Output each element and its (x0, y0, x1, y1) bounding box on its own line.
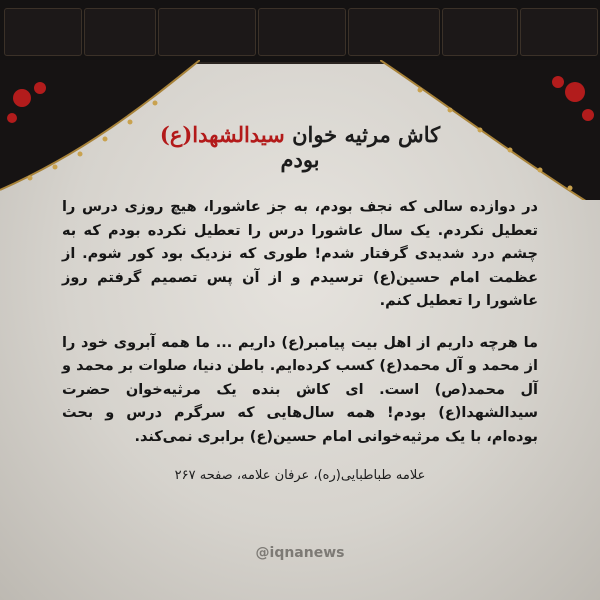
page-title (150, 122, 450, 172)
banner-panel (258, 8, 346, 56)
title-text: کاش مرثیه خوان (284, 122, 441, 147)
banner-panel (158, 8, 256, 56)
body-text (62, 196, 538, 467)
source-citation: علامه طباطبایی(ره)، عرفان علامه، صفحه ۲۶۷ (174, 468, 426, 483)
banner-panel (4, 8, 82, 56)
banner-panel (442, 8, 518, 56)
social-handle: @iqnanews (255, 545, 345, 561)
title-text-end: بودم (280, 147, 320, 172)
banner-panel (520, 8, 598, 56)
paragraph-1: در دوازده سالی که نجف بودم، به جز عاشورا، هیچ روزی درس را تعطیل نکردم. یک سال عاشورا درس را تعطیل نکرده بودم که به چشم درد شدیدی گرفتار شدم! طوری که نزدیک بود کور شوم. از عظمت امام حسین(ع) ترسیدم و از آن پس تصمیم گرفتم روز عاشورا را تعطیل کنم. (62, 199, 538, 309)
title-highlight: سیدالشهدا(ع) (159, 122, 285, 147)
banner-panel (348, 8, 440, 56)
top-banner (0, 0, 600, 64)
paragraph-2: ما هرچه داریم از اهل بیت پیامبر(ع) داریم ... ما همه آبروی خود را از محمد و آل محمد(ع) کسب کرده‌ایم. باطن دنیا، صلوات بر محمد و آل محمد(ص) است. ای کاش بنده یک مرثیه‌خوان حضرت سیدالشهدا(ع) بودم! همه سال‌هایی که سرگرم درس و بحث بوده‌ام، با یک مرثیه‌خوانی امام حسین(ع) برابری نمی‌کند. (62, 334, 538, 445)
banner-panel (84, 8, 156, 56)
